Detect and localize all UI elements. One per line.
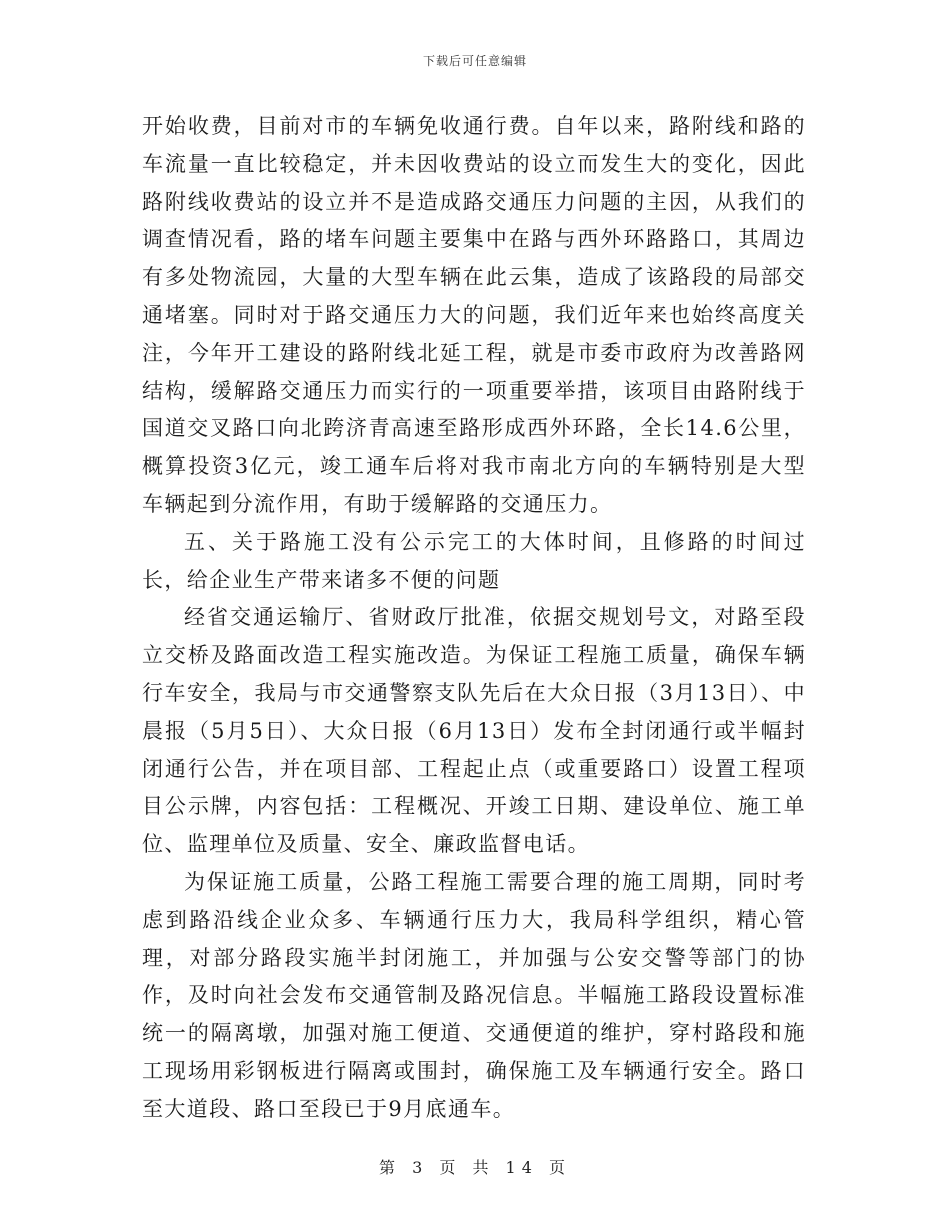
paragraph: 为保证施工质量，公路工程施工需要合理的施工周期，同时考虑到路沿线企业众多、车辆通行压力大，我局科学组织，精心管理，对部分路段实施半封闭施工，并加强与公安交警等部门的协作，及时向社会发布交通管制及路况信息。半幅施工路段设置标准统一的隔离墩，加强对施工便道、交通便道的维护，穿村路段和施工现场用彩钢板进行隔离或围封，确保施工及车辆通行安全。路口至大道段、路口至段已于9月底通车。 bbox=[142, 869, 806, 1121]
document-body bbox=[142, 108, 806, 1129]
paragraph-continued: 开始收费，目前对市的车辆免收通行费。自年以来，路附线和路的车流量一直比较稳定，并未因收费站的设立而发生大的变化，因此路附线收费站的设立并不是造成路交通压力问题的主因，从我们的调查情况看，路的堵车问题主要集中在路与西外环路路口，其周边有多处物流园，大量的大型车辆在此云集，造成了该路段的局部交通堵塞。同时对于路交通压力大的问题，我们近年来也始终高度关注，今年开工建设的路附线北延工程，就是市委市政府为改善路网结构，缓解路交通压力而实行的一项重要举措，该项目由路附线于国道交叉路口向北跨济青高速至路形成西外环路，全长14.6公里，概算投资3亿元，竣工通车后将对我市南北方向的车辆特别是大型车辆起到分流作用，有助于缓解路的交通压力。 bbox=[142, 114, 806, 516]
section-heading: 五、关于路施工没有公示完工的大体时间，且修路的时间过长，给企业生产带来诸多不便的问题 bbox=[142, 529, 806, 592]
page-number-footer: 第 3 页 共 14 页 bbox=[379, 1158, 571, 1177]
page-header: 下载后可任意编辑 bbox=[422, 54, 527, 68]
paragraph: 经省交通运输厅、省财政厅批准，依据交规划号文，对路至段立交桥及路面改造工程实施改造。为保证工程施工质量，确保车辆行车安全，我局与市交通警察支队先后在大众日报（3月13日）、中晨报（5月5日）、大众日报（6月13日）发布全封闭通行或半幅封闭通行公告，并在项目部、工程起止点（或重要路口）设置工程项目公示牌，内容包括：工程概况、开竣工日期、建设单位、施工单位、监理单位及质量、安全、廉政监督电话。 bbox=[142, 605, 806, 857]
